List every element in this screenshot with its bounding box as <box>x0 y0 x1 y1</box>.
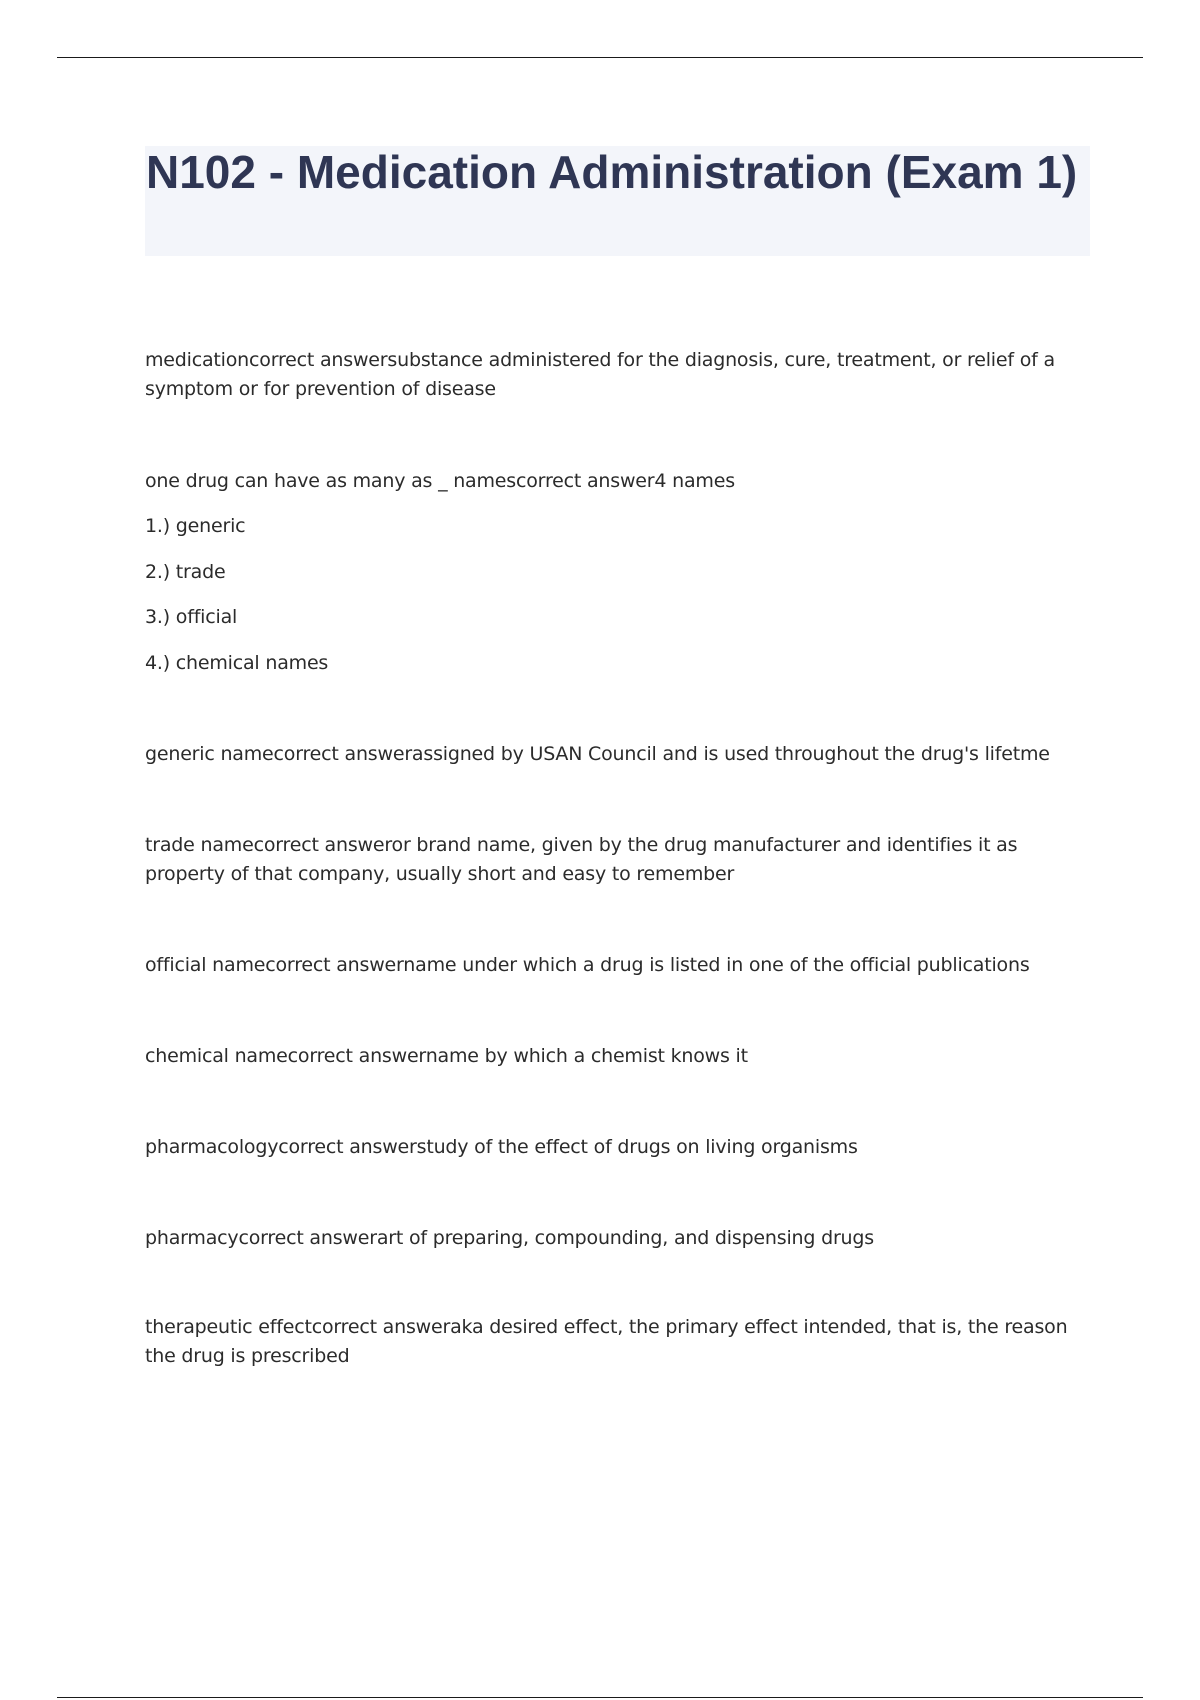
entry-pharmacy: pharmacycorrect answerart of preparing, compounding, and dispensing drugs <box>145 1227 874 1249</box>
entry-generic-name: generic namecorrect answerassigned by USAN Council and is used throughout the drug's lifetme <box>145 743 1050 765</box>
entry-therapeutic-effect: therapeutic effectcorrect answeraka desired effect, the primary effect intended, that is, the reason the drug is prescribed <box>145 1316 1068 1367</box>
entry-chemical-name: chemical namecorrect answername by which a chemist knows it <box>145 1045 748 1067</box>
list-item-official: 3.) official <box>145 606 238 628</box>
entry-official-name: official namecorrect answername under which a drug is listed in one of the official publications <box>145 954 1030 976</box>
top-rule <box>57 57 1143 58</box>
entry-pharmacology: pharmacologycorrect answerstudy of the effect of drugs on living organisms <box>145 1136 858 1158</box>
entry-drug-names: one drug can have as many as _ namescorrect answer4 names <box>145 470 735 492</box>
list-item-generic: 1.) generic <box>145 515 246 537</box>
entry-medication: medicationcorrect answersubstance administered for the diagnosis, cure, treatment, or relief of a symptom or for prevention of disease <box>145 349 1055 400</box>
list-item-trade: 2.) trade <box>145 561 226 583</box>
bottom-rule <box>57 1697 1143 1698</box>
entry-trade-name: trade namecorrect answeror brand name, given by the drug manufacturer and identifies it as property of that company, usually short and easy to remember <box>145 834 1018 885</box>
list-item-chemical: 4.) chemical names <box>145 652 329 674</box>
page-title: N102 - Medication Administration (Exam 1) <box>146 146 1078 198</box>
